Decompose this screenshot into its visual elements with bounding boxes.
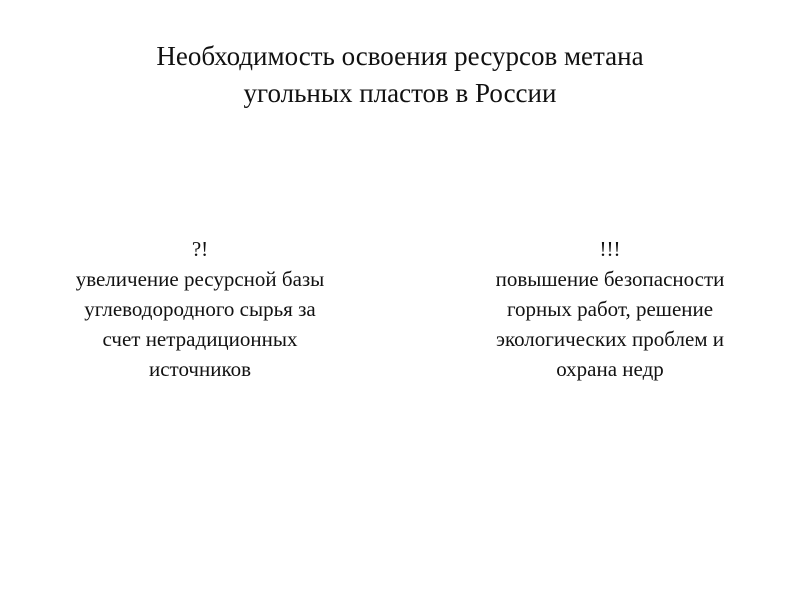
right-point-line: повышение безопасности [495,267,725,291]
right-point-line: горных работ, решение [506,297,714,321]
title-line-1: Необходимость освоения ресурсов метана [156,41,644,71]
left-point-mark: ?! [191,237,209,261]
title-line-2: угольных пластов в России [243,78,557,108]
right-point-line: экологических проблем и [495,327,725,351]
left-point [30,234,370,384]
left-point-line: углеводородного сырья за [84,297,316,321]
right-point [440,234,780,384]
right-point-line: охрана недр [556,357,664,381]
left-point-line: счет нетрадиционных [102,327,298,351]
left-point-line: источников [148,357,251,381]
slide-title [60,38,740,112]
right-point-mark: !!! [599,237,621,261]
left-point-line: увеличение ресурсной базы [75,267,325,291]
